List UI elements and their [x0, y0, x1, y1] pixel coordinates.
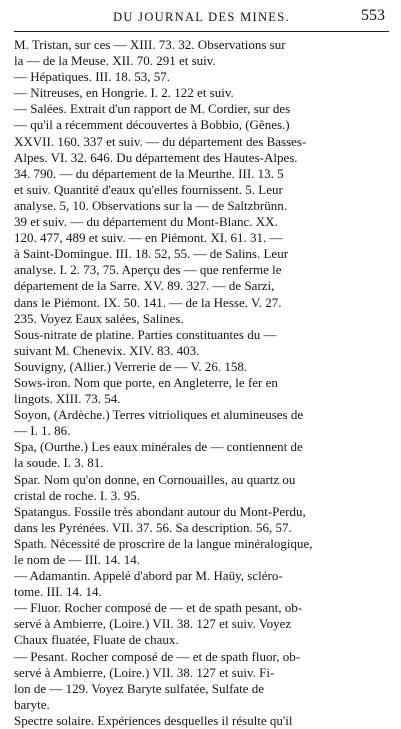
index-line: Spar. Nom qu'on donne, en Cornouailles, au quartz ou	[14, 471, 296, 487]
index-line: tome. III. 14. 14.	[14, 584, 102, 600]
index-line: et suiv. Quantité d'eaux qu'elles fournissent. 5. Leur	[14, 181, 283, 197]
index-line: Sows-iron. Nom que porte, en Angleterre, le fer en	[14, 374, 278, 390]
index-line: Spectre solaire. Expériences desquelles il résulte qu'il	[14, 712, 293, 728]
index-line: Spa, (Ourthe.) Les eaux minérales de — contiennent de	[14, 439, 303, 455]
page-number: 553	[361, 7, 385, 24]
index-line: dans le Piémont. IX. 50. 141. — de la Hesse. V. 27.	[14, 294, 282, 310]
index-line: — Fluor. Rocher composé de — et de spath pesant, ob-	[14, 600, 303, 616]
index-line: Chaux fluatée, Fluate de chaux.	[14, 632, 179, 648]
index-line: M. Tristan, sur ces — XIII. 73. 32. Observations sur	[14, 37, 286, 52]
index-line: 235. Voyez Eaux salées, Salines.	[14, 310, 184, 326]
index-line: la — de la Meuse. XII. 70. 291 et suiv.	[14, 53, 216, 69]
index-text	[14, 37, 389, 729]
index-line: département de la Sarre. XV. 89. 327. — de Sarzi,	[14, 278, 275, 294]
index-line: XXVII. 160. 337 et suiv. — du département des Basses-	[14, 133, 307, 149]
index-line: 120. 477, 489 et suiv. — en Piémont. XI. 61. 31. —	[14, 230, 283, 246]
index-line: Alpes. VI. 32. 646. Du département des Hautes-Alpes.	[14, 149, 298, 165]
index-line: suivant M. Chenevix. XIV. 83. 403.	[14, 342, 200, 358]
page-header	[14, 7, 389, 32]
index-line: 34. 790. — du département de la Meurthe. III. 13. 5	[14, 165, 284, 181]
index-line: Soyon, (Ardèche.) Terres vitrioliques et alumineuses de	[14, 407, 304, 423]
index-line: — I. 1. 86.	[14, 423, 71, 439]
index-line: — qu'il a récemment découvertes à Bobbio, (Gênes.)	[14, 117, 290, 133]
index-line: — Adamantin. Appelé d'abord par M. Haüy, scléro-	[14, 568, 283, 584]
index-line: — Nitreuses, en Hongrie. I. 2. 122 et suiv.	[14, 85, 234, 101]
index-line: Spatangus. Fossile très abondant autour du Mont-Perdu,	[14, 503, 306, 519]
index-line: lingots. XIII. 73. 54.	[14, 391, 121, 407]
index-line: analyse. I. 2. 73, 75. Aperçu des — que renferme le	[14, 262, 282, 278]
index-line: servé à Ambierre, (Loire.) VII. 38. 127 et suiv. Fi-	[14, 664, 275, 680]
index-line: 39 et suiv. — du département du Mont-Blanc. XX.	[14, 214, 278, 230]
index-line: à Saint-Domingue. III. 18. 52, 55. — de Salins. Leur	[14, 246, 289, 262]
index-line: analyse. 5, 10. Observations sur la — de Saltzbrünn.	[14, 197, 287, 213]
running-title: DU JOURNAL DES MINES.	[113, 10, 290, 24]
index-line: — Salées. Extrait d'un rapport de M. Cordier, sur des	[14, 101, 291, 117]
index-line: Souvigny, (Allier.) Verrerie de — V. 26. 158.	[14, 358, 248, 374]
index-line: — Pesant. Rocher composé de — et de spath fluor, ob-	[14, 648, 301, 664]
index-line: servé à Ambierre, (Loire.) VII. 38. 127 et suiv. Voyez	[14, 616, 292, 632]
index-line: lon de — 129. Voyez Baryte sulfatée, Sulfate de	[14, 680, 265, 696]
index-line: le nom de — III. 14. 14.	[14, 552, 141, 567]
index-line: dans les Pyrénées. VII. 37. 56. Sa description. 56, 57.	[14, 519, 292, 535]
index-line: la soude. I. 3. 81.	[14, 455, 104, 471]
index-line: cristal de roche. I. 3. 95.	[14, 487, 140, 503]
index-line: baryte.	[14, 696, 50, 712]
index-line: — Hépatiques. III. 18. 53, 57.	[14, 69, 170, 85]
index-line: Sous-nitrate de platine. Parties constituantes du —	[14, 326, 277, 342]
index-line: Spath. Nécessité de proscrire de la langue minéralogique,	[14, 535, 313, 551]
